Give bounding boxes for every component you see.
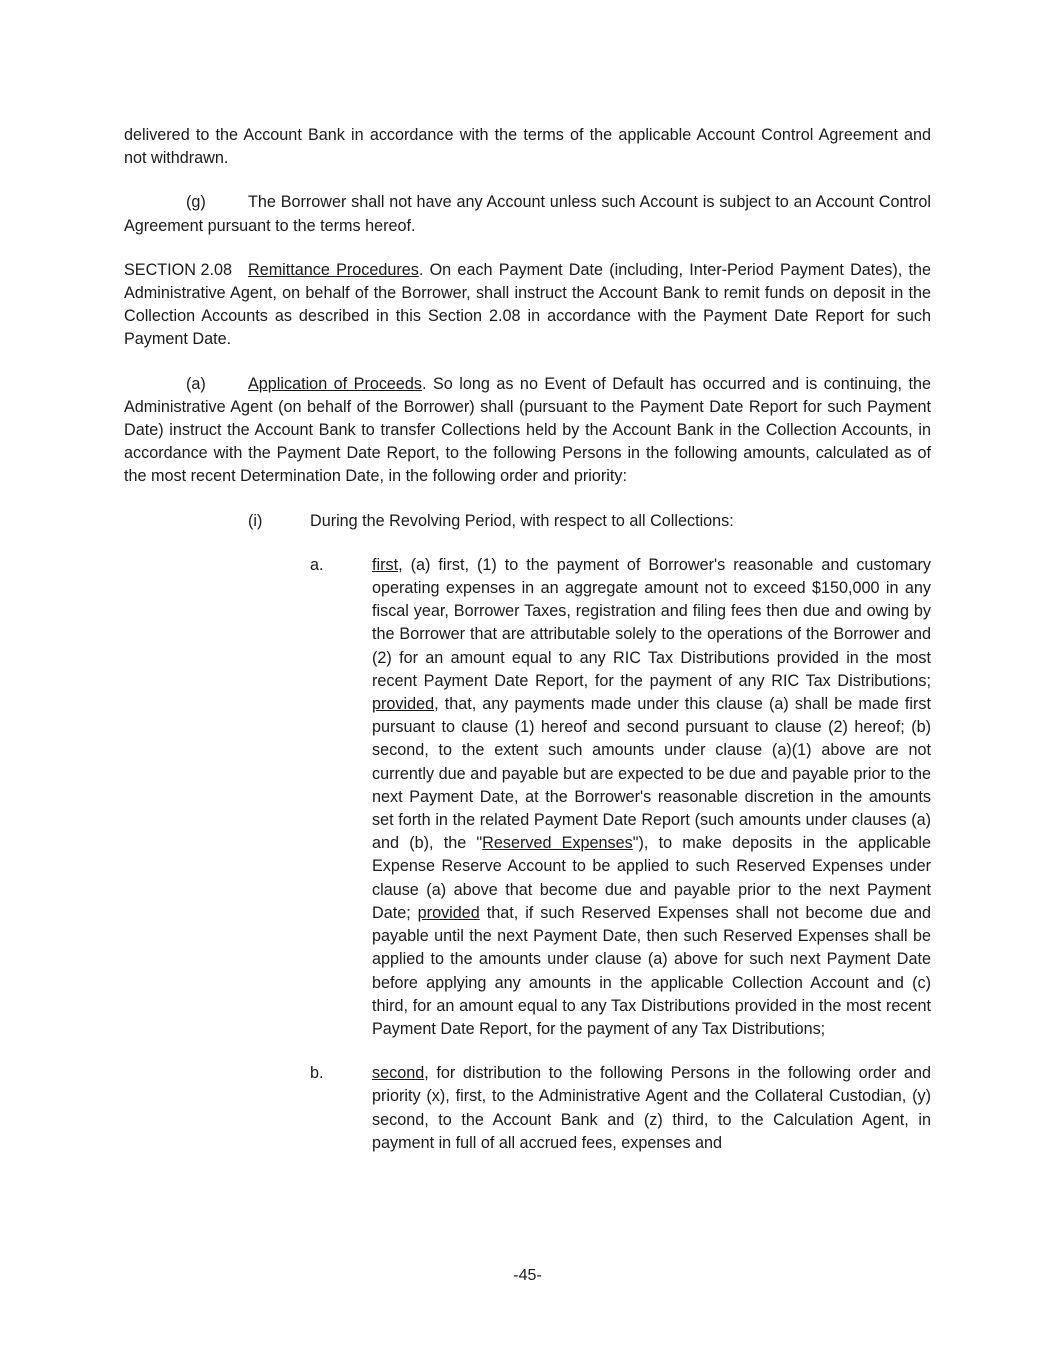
item-b-marker: b. [310, 1064, 324, 1083]
item-a [310, 554, 932, 1041]
item-b-text [372, 1062, 931, 1155]
section-label: SECTION 2.08 [124, 260, 232, 279]
section-text: . On each Payment Date (including, Inter-Period Payment Dates), the Administrative Agent, on behalf of the Borrower, shall instruct the Account Bank to remit funds on deposit in the Collection Accounts as described in this Section 2.08 in accordance with the Payment Date Report for such Payment Date. [124, 260, 931, 349]
paragraph-g-text: The Borrower shall not have any Account unless such Account is subject to an Account Control Agreement pursuant to the terms hereof. [124, 193, 931, 235]
item-i-marker: (i) [248, 511, 263, 530]
section-2-08 [124, 259, 931, 352]
item-b-lead: second [372, 1064, 425, 1083]
continuation-paragraph [124, 124, 931, 170]
item-b [310, 1062, 931, 1155]
paragraph-a-heading: Application of Proceeds [248, 374, 423, 393]
item-a-text-2: , that, any payments made under this clause (a) shall be made first pursuant to clause (1) hereof and second pursuant to clause (2) hereof; (b) second, to the extent such amounts under clause (a)(1) above are not currently due and payable but are expected to be due and payable prior to the next Payment Date, at the Borrower's reasonable discretion in the amounts set forth in the related Payment Date Report (such amounts under clauses (a) and (b), the " [372, 695, 931, 853]
continuation-text: delivered to the Account Bank in accordance with the terms of the applicable Account Control Agreement and not withdrawn. [124, 126, 931, 168]
page-number: -45- [513, 1267, 542, 1284]
item-a-lead: first [372, 555, 399, 574]
item-b-text-body: , for distribution to the following Persons in the following order and priority (x), first, to the Administrative Agent and the Collateral Custodian, (y) second, to the Account Bank and (z) third, to the Calculation Agent, in payment in full of all accrued fees, expenses and [372, 1064, 931, 1152]
item-a-marker: a. [310, 555, 324, 574]
item-i [248, 510, 931, 533]
item-i-text: During the Revolving Period, with respect to all Collections: [310, 511, 734, 530]
item-a-provided-1: provided [372, 695, 435, 714]
item-a-text-4: that, if such Reserved Expenses shall not become due and payable until the next Payment Date, then such Reserved Expenses shall be applied to the amounts under clause (a) above for such next Payment Date before applying any amounts in the applicable Collection Account and (c) third, for an amount equal to any Tax Distributions provided in the most recent Payment Date Report, for the payment of any Tax Distributions; [372, 903, 931, 1038]
item-a-text [372, 554, 931, 1041]
section-heading: Remittance Procedures [248, 260, 419, 279]
paragraph-a [124, 373, 931, 489]
document-page [124, 124, 931, 1176]
item-a-text-1: , (a) first, (1) to the payment of Borrower's reasonable and customary operating expenses in an aggregate amount not to exceed $150,000 in any fiscal year, Borrower Taxes, registration and filing fees then due and owing by the Borrower that are attributable solely to the operations of the Borrower and (2) for an amount equal to any RIC Tax Distributions provided in the most recent Payment Date Report, for the payment of any RIC Tax Distributions; [372, 555, 931, 690]
item-a-text-3: "), to make deposits in the applicable Expense Reserve Account to be applied to such Reserved Expenses under clause (a) above that become due and payable prior to the next Payment Date; [372, 834, 932, 922]
paragraph-a-marker: (a) [186, 374, 206, 393]
reserved-expenses-term: Reserved Expenses [482, 834, 633, 853]
paragraph-a-text: . So long as no Event of Default has occurred and is continuing, the Administrative Agent (on behalf of the Borrower) shall (pursuant to the Payment Date Report for such Payment Date) instruct the Account Bank to transfer Collections held by the Account Bank in the Collection Accounts, in accordance with the Payment Date Report, to the following Persons in the following amounts, calculated as of the most recent Determination Date, in the following order and priority: [124, 374, 931, 486]
paragraph-g [124, 191, 931, 237]
paragraph-g-marker: (g) [186, 193, 206, 212]
item-a-provided-2: provided [417, 903, 480, 922]
